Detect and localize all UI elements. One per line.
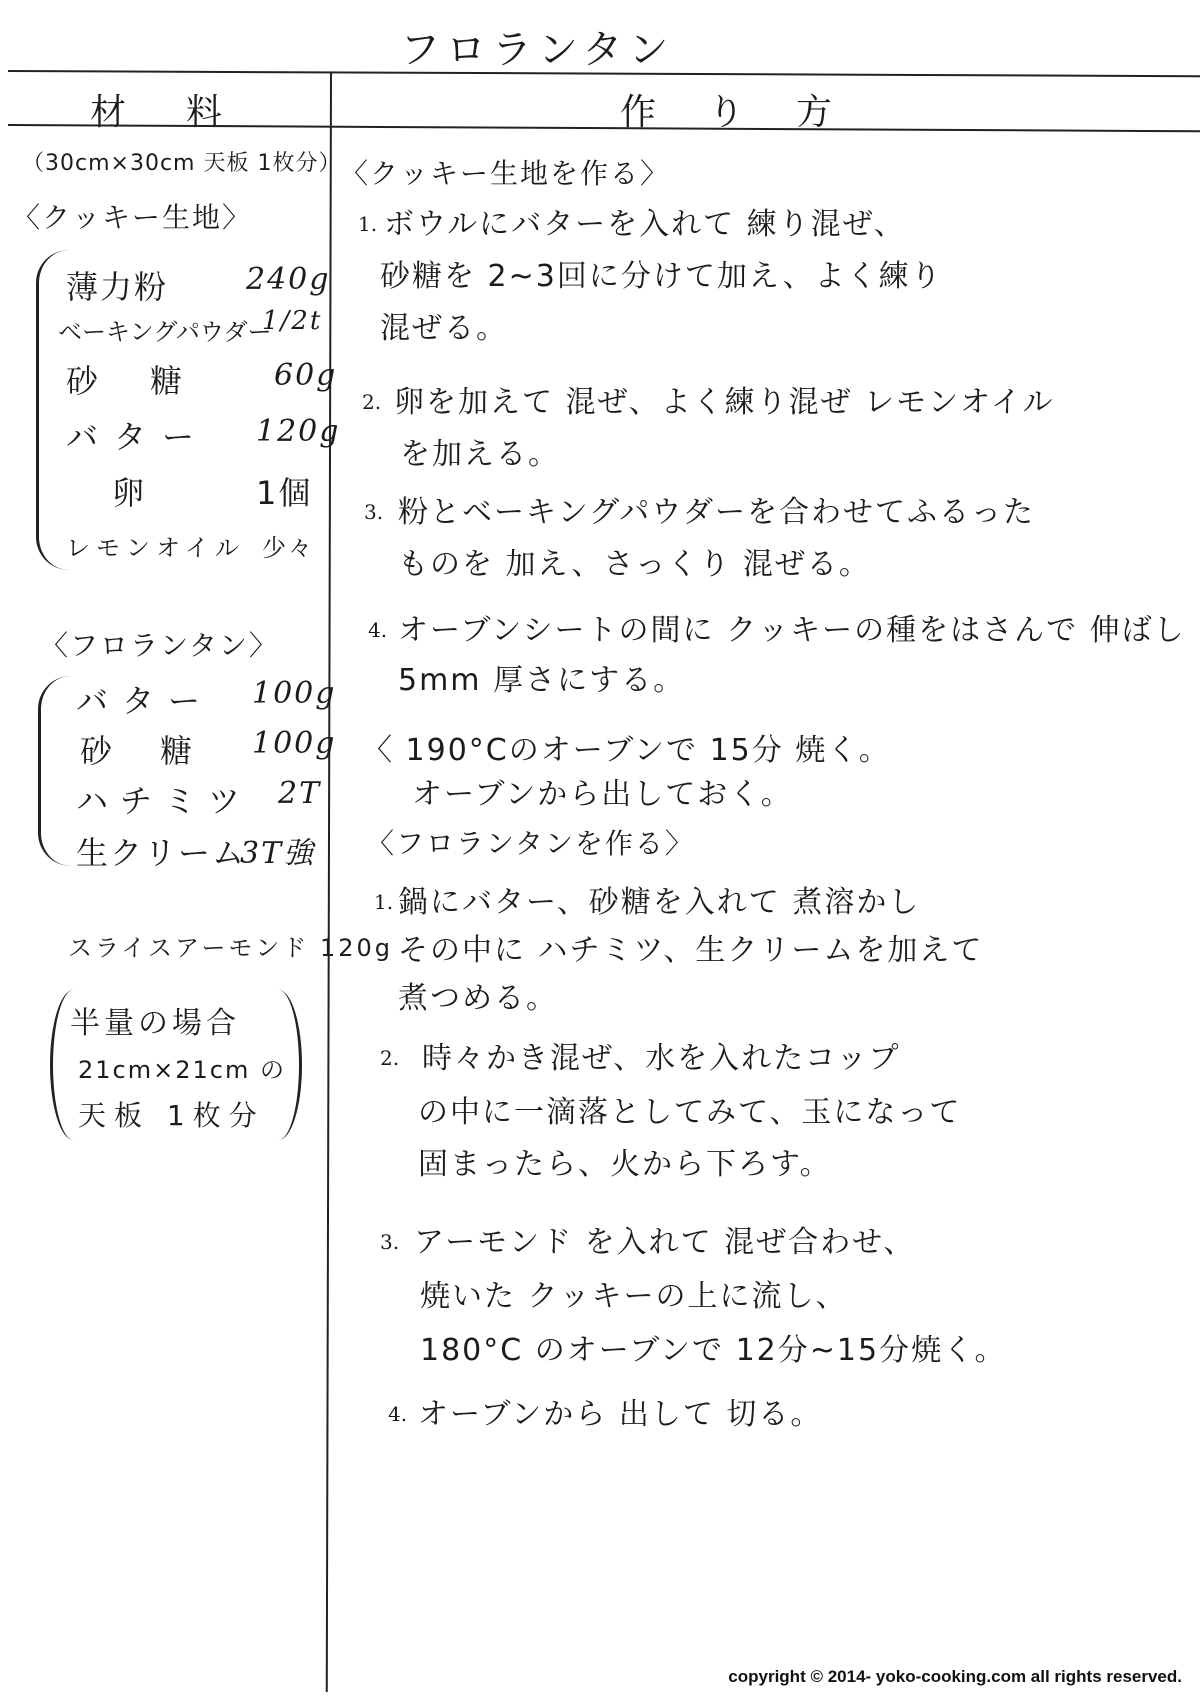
ingredient-name: 卵: [112, 474, 147, 512]
step-number: 1.: [374, 890, 394, 914]
cookie-method-heading: 〈クッキー生地を作る〉: [340, 157, 671, 190]
method-header: 作り方: [620, 92, 885, 133]
step-number: 4.: [388, 1402, 408, 1426]
step-line: の中に一滴落としてみて、玉になって: [418, 1095, 962, 1130]
ingredient-amount: 2T: [278, 776, 322, 811]
ingredient-amount: 240g: [246, 262, 331, 297]
step-line: 焼いた クッキーの上に流し、: [420, 1279, 848, 1314]
step-line: 180°C のオーブンで 12分~15分焼く。: [420, 1333, 1007, 1368]
step-line: オーブンから 出して 切る。: [418, 1397, 823, 1432]
step-number: 2.: [362, 390, 382, 414]
bake-line: オーブンから出しておく。: [412, 777, 793, 812]
step-number: 3.: [380, 1230, 400, 1254]
florentine-method-heading: 〈フロランタンを作る〉: [366, 827, 695, 860]
ingredient-amount: 120g: [256, 414, 341, 449]
half-amount-size: 21cm×21cm の: [78, 1056, 286, 1084]
half-amount-pan: 天板 1枚分: [78, 1099, 265, 1132]
step-line: アーモンド を入れて 混ぜ合わせ、: [414, 1225, 916, 1260]
step-line: 砂糖を 2~3回に分けて加え、よく練り: [380, 259, 943, 294]
ingredient-name: 薄力粉: [66, 268, 169, 306]
ingredient-amount: 3T強: [240, 836, 316, 871]
ingredient-amount: 100g: [252, 726, 337, 761]
column-divider: [326, 72, 332, 1692]
ingredient-name: バター: [66, 418, 211, 456]
step-line: 煮つめる。: [398, 981, 558, 1016]
step-line: 卵を加えて 混ぜ、よく練り混ぜ レモンオイル: [394, 385, 1055, 420]
ingredient-name: 砂 糖: [66, 362, 193, 400]
ingredient-amount: 60g: [274, 358, 338, 393]
step-number: 4.: [368, 618, 388, 642]
ingredient-amount: 少々: [262, 534, 314, 562]
step-line: 固まったら、火から下ろす。: [418, 1147, 832, 1182]
step-line: その中に ハチミツ、生クリームを加えて: [398, 933, 984, 968]
step-line: 5mm 厚さにする。: [398, 663, 686, 698]
step-line: ものを 加え、さっくり 混ぜる。: [398, 547, 871, 582]
step-number: 3.: [364, 500, 384, 524]
pan-size-note: （30cm×30cm 天板 1枚分）: [22, 151, 342, 176]
ingredient-name: レモンオイル: [66, 534, 245, 562]
ingredient-name: ハチミツ: [76, 782, 253, 820]
ingredient-name: ベーキングパウダー: [58, 318, 272, 346]
step-line: ボウルにバターを入れて 練り混ぜ、: [384, 207, 906, 242]
ingredient-name: バター: [76, 682, 215, 720]
sliced-almond: スライスアーモンド 120g: [68, 934, 393, 962]
ingredient-name: 砂 糖: [80, 732, 201, 770]
half-amount-title: 半量の場合: [70, 1006, 240, 1041]
ingredient-amount: 1/2t: [262, 306, 323, 336]
page-title: フロランタン: [400, 27, 675, 73]
ingredient-amount: 1個: [256, 474, 313, 512]
step-line: 鍋にバター、砂糖を入れて 煮溶かし: [398, 885, 921, 920]
bake-line: 〈 190°Cのオーブンで 15分 焼く。: [362, 733, 891, 768]
copyright-notice: copyright © 2014- yoko-cooking.com all rights reserved.: [728, 1667, 1182, 1686]
florentine-heading: 〈フロランタン〉: [40, 629, 279, 662]
ingredient-name: 生クリーム: [76, 834, 247, 872]
step-line: を加える。: [400, 437, 560, 472]
ingredients-header: 材料: [90, 92, 283, 133]
florentine-brace: [38, 676, 71, 866]
step-line: オーブンシートの間に クッキーの種をはさんで 伸ばし: [398, 613, 1186, 648]
cookie-brace: [36, 250, 69, 570]
step-line: 混ぜる。: [380, 311, 508, 346]
cookie-dough-heading: 〈クッキー生地〉: [12, 201, 253, 234]
step-number: 1.: [358, 212, 378, 236]
step-number: 2.: [380, 1046, 400, 1070]
step-line: 粉とベーキングパウダーを合わせてふるった: [398, 495, 1035, 530]
step-line: 時々かき混ぜ、水を入れたコップ: [422, 1041, 901, 1076]
ingredient-amount: 100g: [252, 676, 337, 711]
